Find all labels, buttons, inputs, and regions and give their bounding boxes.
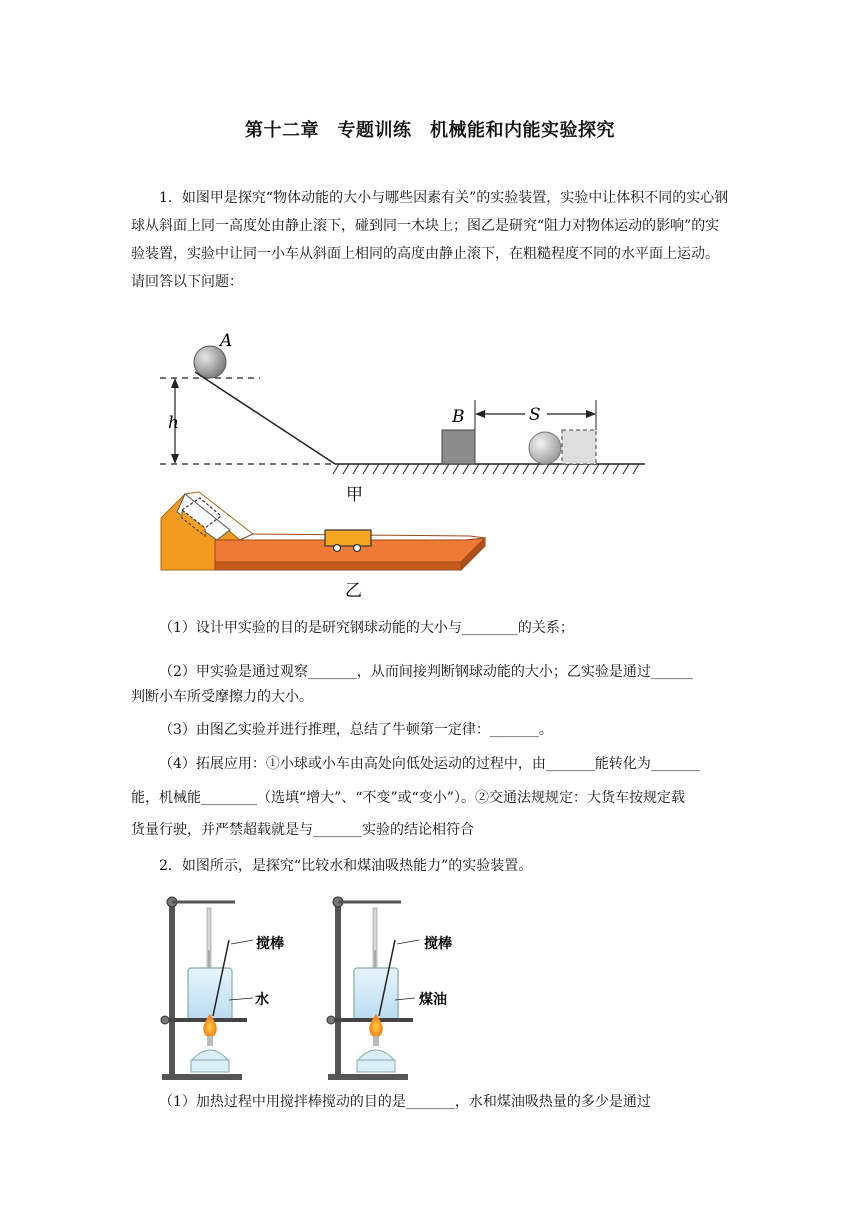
liquid-label-right: 煤油 — [419, 992, 447, 1008]
q1-part2-line1: （2）甲实验是通过观察_______，从而间接判断钢球动能的大小；乙实验是通过______ — [159, 664, 693, 680]
beaker-left — [188, 968, 232, 1020]
q1-part4-line3: 货量行驶，并严禁超载就是与_______实验的结论相符合 — [131, 822, 474, 838]
q1-part1: （1）设计甲实验的目的是研究钢球动能的大小与________的关系； — [159, 620, 574, 636]
height-label: h — [168, 413, 179, 433]
figure-yi — [155, 490, 495, 602]
q1-intro: 1．如图甲是探究“物体动能的大小与哪些因素有关”的实验装置，实验中让体积不同的实心钢球从斜面上同一高度处由静止滚下，碰到同一木块上；图乙是研究“阻力对物体运动的影响”的实验装置，实验中让同一小车从斜面上相同的高度由静止滚下，在粗糙程度不同的水平面上运动。请回答以下问题： — [131, 190, 729, 290]
q1-part4-line2: 能，机械能________（选填“增大”、“不变”或“变小”）。②交通法规规定：大货车按规定载 — [131, 790, 685, 806]
toy-car — [325, 530, 371, 546]
q1-part4-line1: （4）拓展应用：①小球或小车由高处向低处运动的过程中，由_______能转化为_______ — [159, 756, 700, 772]
ball-moved — [529, 432, 561, 464]
liquid-label-left: 水 — [255, 992, 269, 1008]
beaker-right — [354, 968, 398, 1020]
caption-yi: 乙 — [345, 581, 362, 601]
stir-label-left: 搅棒 — [256, 936, 284, 952]
block-label: B — [452, 407, 465, 427]
caption-jia: 甲 — [346, 485, 363, 503]
block-b — [442, 430, 475, 464]
apparatus-right — [327, 897, 419, 1080]
distance-label: S — [529, 405, 541, 425]
q1-part3: （3）由图乙实验并进行推理，总结了牛顿第一定律：_______。 — [159, 722, 553, 738]
stir-label-right: 搅棒 — [424, 936, 452, 952]
block-moved — [562, 430, 596, 464]
q1-part2-line2: 判断小车所受摩擦力的大小。 — [131, 689, 313, 705]
figure-jia — [155, 328, 655, 503]
ball-label: A — [220, 331, 233, 351]
apparatus-left — [161, 897, 253, 1080]
q2-intro: 2．如图所示，是探究“比较水和煤油吸热能力”的实验装置。 — [159, 858, 533, 874]
figure-heating — [155, 890, 475, 1084]
page-title: 第十二章 专题训练 机械能和内能实验探究 — [245, 120, 615, 141]
q2-part1: （1）加热过程中用搅拌棒搅动的目的是_______，水和煤油吸热量的多少是通过 — [159, 1094, 651, 1110]
